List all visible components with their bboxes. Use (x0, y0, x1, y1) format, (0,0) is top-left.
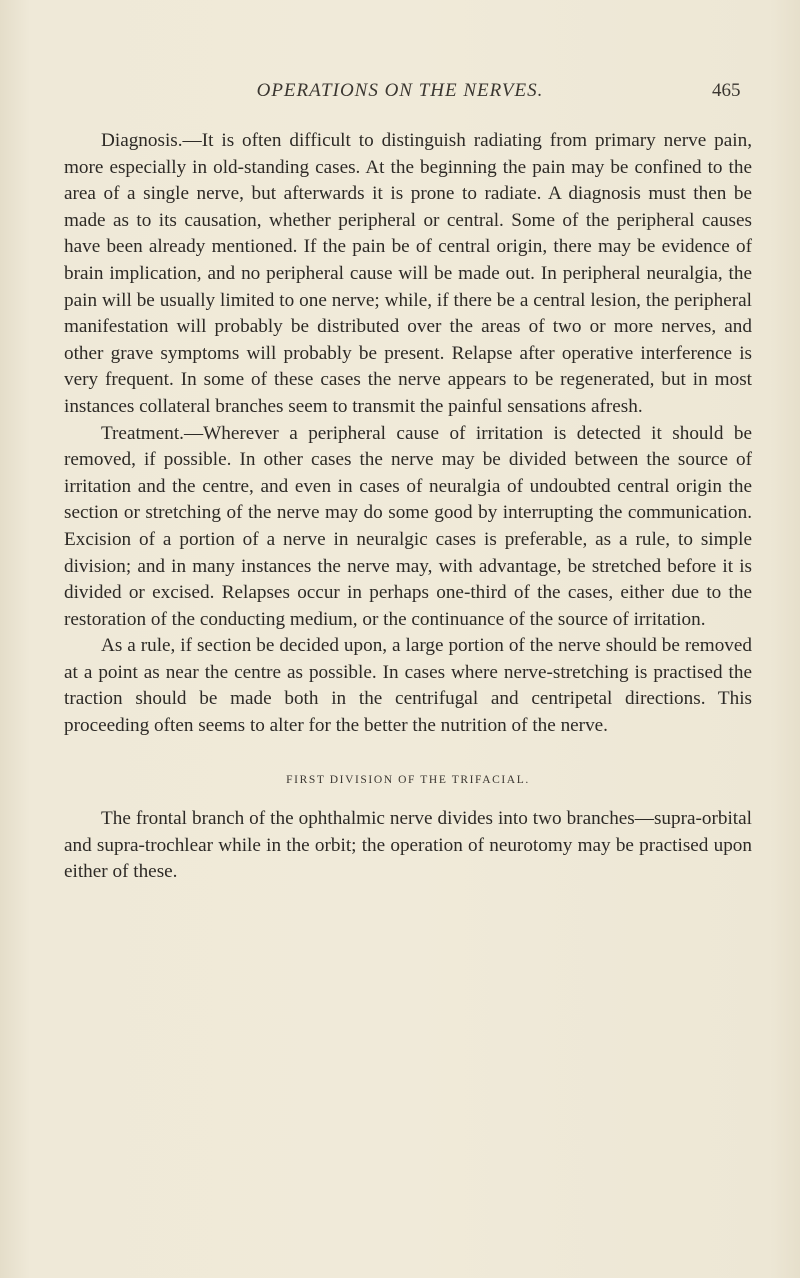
paragraph-frontal-branch: The frontal branch of the ophthalmic nerve divides into two branches—supra-orbital and supra-trochlear while in the orbit; the operation of neurotomy may be practised upon either of these. (64, 808, 752, 883)
paragraph-diagnosis: Diagnosis.—It is often difficult to distinguish radiating from primary nerve pain, more especially in old-standing cases. At the beginning the pain may be confined to the area of a single nerve, but afterwards it is prone to radiate. A diagnosis must then be made as to its causation, whether peripheral or central. Some of the peripheral causes have been already mentioned. If the pain be of central origin, there may be evidence of brain implication, and no peripheral cause will be made out. In peripheral neuralgia, the pain will be usually limited to one nerve; while, if there be a central lesion, the peripheral manifestation will probably be distributed over the areas of two or more nerves, and other grave symptoms will probably be present. Relapse after operative interference is very frequent. In some of these cases the nerve appears to be regenerated, but in most instances collateral branches seem to transmit the painful sensations afresh. (64, 130, 752, 417)
paragraph-section-rule: As a rule, if section be decided upon, a large portion of the nerve should be removed at a point as near the centre as possible. In cases where nerve-stretching is practised the traction should be made both in the centrifugal and centripetal directions. This proceeding often seems to alter for the better the nutrition of the nerve. (64, 635, 752, 737)
running-title: OPERATIONS ON THE NERVES. (256, 80, 544, 101)
paragraph-treatment: Treatment.—Wherever a peripheral cause of irritation is detected it should be removed, if possible. In other cases the nerve may be divided between the source of irritation and the centre, and even in cases of neuralgia of undoubted central origin the section or stretching of the nerve may do some good by interrupting the communication. Excision of a portion of a nerve in neuralgic cases is preferable, as a rule, to simple division; and in many instances the nerve may, with advantage, be stretched before it is divided or excised. Relapses occur in perhaps one-third of the cases, either due to the restoration of the conducting medium, or the continuance of the source of irritation. (64, 422, 752, 630)
page-body (64, 128, 752, 886)
section-heading: FIRST DIVISION OF THE TRIFACIAL. (286, 773, 530, 786)
page-number: 465 (712, 80, 741, 101)
